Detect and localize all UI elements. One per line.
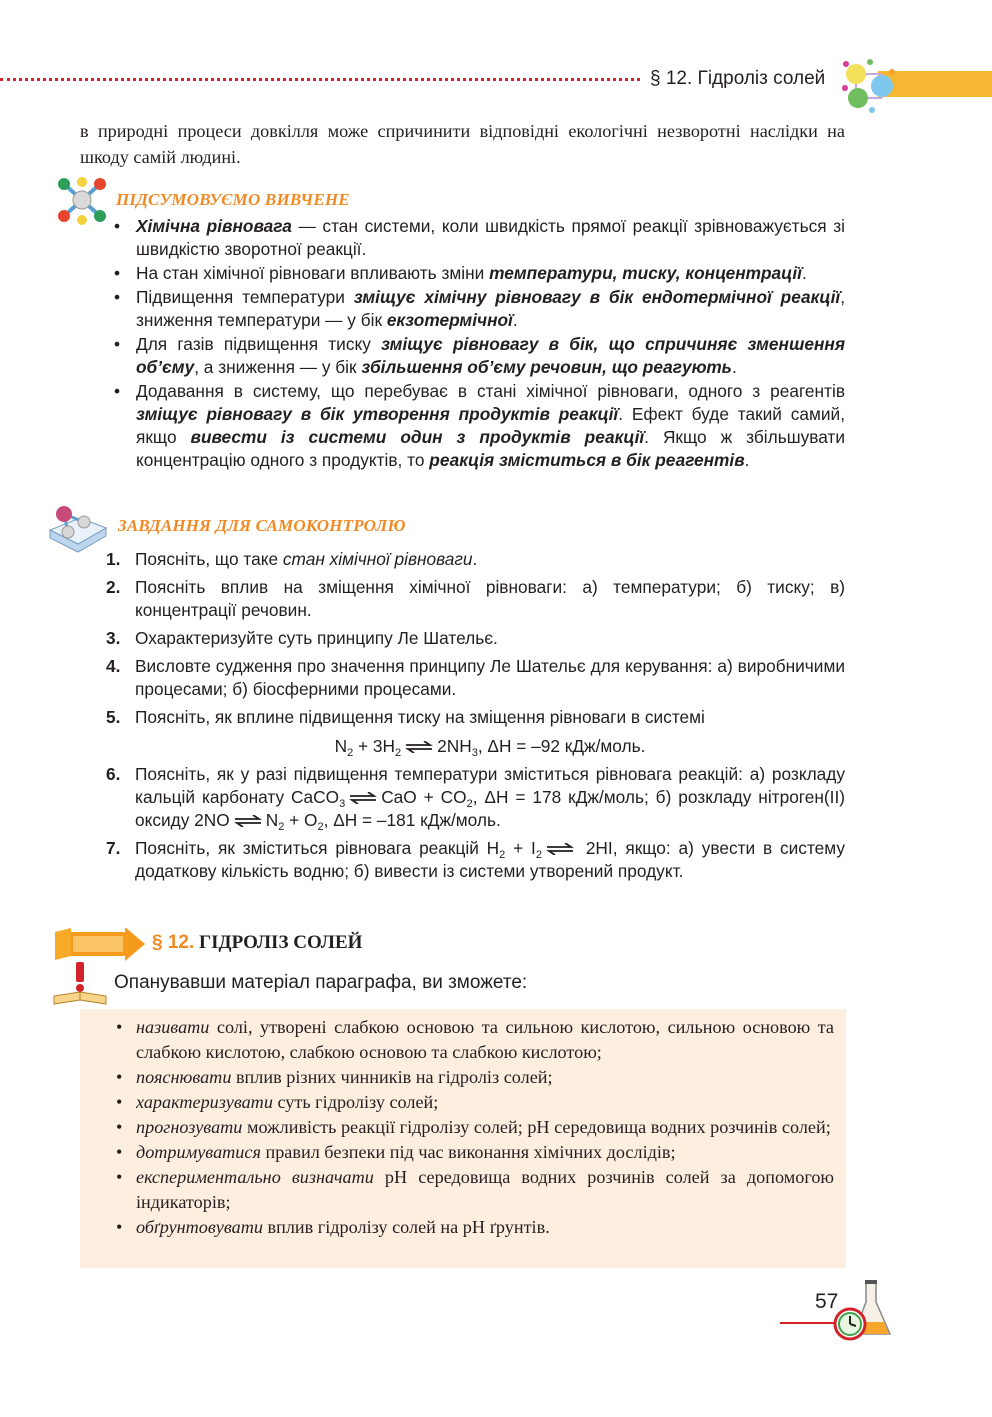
equilibrium-arrow-icon xyxy=(348,792,378,804)
emphasis-text: Хімічна рівновага xyxy=(136,216,292,236)
self-control-book-icon xyxy=(44,500,110,556)
text-run: + O xyxy=(284,810,318,830)
text-run: Поясніть вплив на зміщення хімічної рівноваги: а) температури; б) тиску; в) концентрації речовин. xyxy=(135,577,845,620)
emphasis-text: збільшення об’єму речовин, що реагують xyxy=(361,357,732,377)
text-run: солі, утворені слабкою основою та сильною кислотою, сильною основою та слабкою кислотою, слабкою основою та слабкою кислотою; xyxy=(136,1017,834,1062)
text-run: , а зниження — у бік xyxy=(194,357,362,377)
task-number: 3. xyxy=(106,628,121,648)
molecule-logo-icon xyxy=(842,58,896,114)
emphasis-text: експериментально визначати xyxy=(136,1167,374,1187)
text-run: . xyxy=(744,450,750,470)
text-run: pH середовища водних розчинів солей за допомогою індикаторів; xyxy=(136,1167,835,1212)
paragraph-title xyxy=(152,932,362,954)
paragraph-title-text: ГІДРОЛІЗ СОЛЕЙ xyxy=(199,932,363,953)
summary-item xyxy=(108,262,845,285)
text-run: — стан системи, коли швидкість прямої реакції зрівноважується зі швидкістю зворотної реакції. xyxy=(136,216,845,259)
text-run: Поясніть, як зміститься рівновага реакцій H xyxy=(135,838,500,858)
equilibrium-arrow-icon xyxy=(545,843,575,855)
text-run: 2HI, якщо: а) увести в систему додаткову кількість водню; б) вивести із системи утворений продукт. xyxy=(135,838,845,881)
summary-molecule-icon xyxy=(54,174,110,226)
text-run: N xyxy=(334,736,348,756)
emphasis-text: зміщує рівновагу в бік утворення продуктів реакції xyxy=(136,404,619,424)
self-control-task-list xyxy=(106,548,845,888)
text-run: правил безпеки під час виконання хімічних дослідів; xyxy=(260,1142,676,1162)
subscript: 3 xyxy=(339,798,346,810)
goals-intro: Опанувавши матеріал параграфа, ви зможете: xyxy=(114,972,528,993)
text-run: 2NH xyxy=(437,736,472,756)
subscript: 2 xyxy=(466,798,473,810)
emphasis-text: стан хімічної рівноваги xyxy=(282,549,473,569)
emphasis-text: прогнозувати xyxy=(136,1117,243,1137)
exclamation-book-icon xyxy=(52,962,108,1008)
emphasis-text: дотримуватися xyxy=(136,1142,261,1162)
paragraph-sign: § 12. xyxy=(152,932,195,953)
task-number: 1. xyxy=(106,549,121,569)
page-number: 57 xyxy=(815,1290,839,1313)
text-run: можливість реакції гідролізу солей; pH середовища водних розчинів солей; xyxy=(242,1117,831,1137)
text-run: . Ефект буде такий самий, якщо xyxy=(136,404,845,447)
text-run: суть гідролізу солей; xyxy=(272,1092,439,1112)
task-number: 4. xyxy=(106,656,121,676)
text-run: Висловте судження про значення принципу Ле Шательє для керування: а) виробничими процесами; б) біосферними процесами. xyxy=(135,656,845,699)
summary-item xyxy=(108,286,845,332)
task-number: 2. xyxy=(106,577,121,597)
text-run: , ΔH = 178 кДж/моль; б) розкладу нітроген(II) оксиду 2NO xyxy=(135,787,845,830)
emphasis-text: пояснювати xyxy=(136,1067,232,1087)
task-item xyxy=(106,763,845,832)
text-run: Поясніть, як вплине підвищення тиску на зміщення рівноваги в системі xyxy=(135,707,705,727)
emphasis-text: обґрунтовувати xyxy=(136,1217,263,1237)
emphasis-text: вивести із системи один з продуктів реакції xyxy=(190,427,645,447)
task-item xyxy=(106,837,845,883)
emphasis-text: температури, тиску, концентрації xyxy=(489,263,802,283)
emphasis-text: зміщує хімічну рівновагу в бік ендотермічної реакції xyxy=(353,287,841,307)
subscript: 2 xyxy=(394,747,402,759)
task-equation xyxy=(135,729,845,758)
text-run: . Якщо ж збільшувати концентрацію одного з продуктів, то xyxy=(136,427,845,470)
goal-item xyxy=(112,1215,834,1240)
task-item xyxy=(106,655,845,701)
text-run: Для газів підвищення тиску xyxy=(136,334,382,354)
summary-item xyxy=(108,333,845,379)
self-control-heading: ЗАВДАННЯ ДЛЯ САМОКОНТРОЛЮ xyxy=(118,516,406,535)
task-item xyxy=(106,627,845,650)
goal-item xyxy=(112,1015,834,1065)
task-number: 7. xyxy=(106,838,121,858)
goals-list xyxy=(112,1015,834,1240)
text-run: вплив різних чинників на гідроліз солей; xyxy=(231,1067,553,1087)
emphasis-text: називати xyxy=(136,1017,210,1037)
emphasis-text: зміщує рівновагу в бік, що спричиняє зменшення об’єму xyxy=(136,334,845,377)
subscript: 2 xyxy=(499,849,506,861)
summary-item xyxy=(108,380,845,472)
subscript: 2 xyxy=(278,821,285,833)
summary-heading: ПІДСУМОВУЄМО ВИВЧЕНЕ xyxy=(116,190,350,209)
subscript: 3 xyxy=(471,747,478,759)
emphasis-text: характеризувати xyxy=(136,1092,273,1112)
text-run: + 3H xyxy=(353,736,395,756)
text-run: . xyxy=(801,263,807,283)
goal-item xyxy=(112,1090,834,1115)
text-run: На стан хімічної рівноваги впливають зміни xyxy=(136,263,490,283)
summary-list xyxy=(108,215,845,473)
equilibrium-arrow-icon xyxy=(404,741,434,753)
text-run: Охарактеризуйте суть принципу Ле Шательє. xyxy=(135,628,498,648)
task-number: 6. xyxy=(106,764,121,784)
goal-item xyxy=(112,1140,834,1165)
text-run: , ΔH = –181 кДж/моль. xyxy=(323,810,501,830)
text-run: , зниження температури — у бік xyxy=(136,287,845,330)
goal-item xyxy=(112,1115,834,1140)
goal-item xyxy=(112,1065,834,1090)
text-run: вплив гідролізу солей на pH ґрунтів. xyxy=(262,1217,550,1237)
intro-paragraph: в природні процеси довкілля може спричинити відповідні екологічні незворотні наслідки на шкоду самій людині. xyxy=(80,121,845,167)
running-header-title: § 12. Гідроліз солей xyxy=(650,68,826,89)
subscript: 2 xyxy=(317,821,324,833)
task-item xyxy=(106,706,845,758)
text-run: . xyxy=(731,357,737,377)
paragraph-arrow-icon xyxy=(55,928,145,962)
text-run: N xyxy=(265,810,279,830)
goal-item xyxy=(112,1165,834,1215)
subscript: 2 xyxy=(347,747,354,759)
task-item xyxy=(106,548,845,571)
flask-clock-icon xyxy=(828,1280,894,1342)
summary-item xyxy=(108,215,845,261)
text-run: CaO + CO xyxy=(381,787,467,807)
task-number: 5. xyxy=(106,707,121,727)
equilibrium-arrow-icon xyxy=(233,815,263,827)
task-item xyxy=(106,576,845,622)
text-run: , ΔH = –92 кДж/моль. xyxy=(477,736,646,756)
text-run: + I xyxy=(505,838,536,858)
text-run: . xyxy=(512,310,518,330)
header-dotted-rule xyxy=(0,78,640,81)
emphasis-text: реакція зміститься в бік реагентів xyxy=(429,450,745,470)
text-run: Додавання в систему, що перебуває в стані хімічної рівноваги, одного з реагентів xyxy=(136,381,845,401)
text-run: . xyxy=(472,549,478,569)
text-run: Поясніть, як у разі підвищення температури зміститься рівновага реакцій: а) розкладу кальцій карбонату CaCO xyxy=(135,764,845,807)
subscript: 2 xyxy=(535,849,542,861)
text-run: Підвищення температури xyxy=(136,287,354,307)
emphasis-text: екзотермічної xyxy=(386,310,513,330)
text-run: Поясніть, що таке xyxy=(135,549,283,569)
